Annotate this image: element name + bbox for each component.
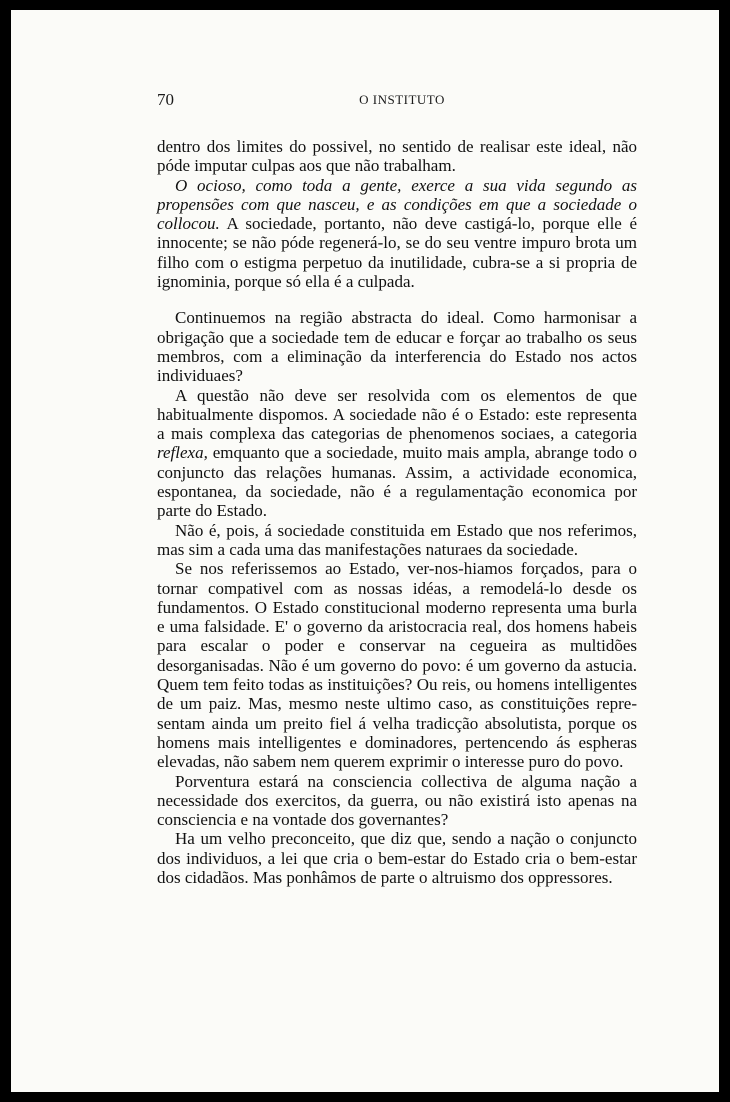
italic-passage: O ocioso, como toda a gente, exerce a sua vida segundo as propensões com que nasceu, e as condições em que a sociedade o collocou.: [157, 175, 637, 234]
paragraph: [157, 559, 637, 771]
paragraph-text: Porventura estará na consciencia collectiva de alguma nação a necessidade dos exercitos, da guerra, ou não existirá isto apenas na consciencia e na vontade dos governantes?: [157, 771, 637, 830]
page-number: 70: [157, 90, 174, 109]
book-page: [11, 10, 719, 1092]
paragraph-text: Não é, pois, á sociedade constituida em Estado que nos referimos, mas sim a cada uma das manifestações naturaes da sociedade.: [157, 520, 637, 559]
paragraph-text: A questão não deve ser resolvida com os elementos de que habitualmente dispomos. A sociedade não é o Estado: este representa a mais complexa das categorias de phenomenos sociaes, a categoria: [157, 385, 637, 444]
paragraph-text: Continuemos na região abstracta do ideal. Como harmonisar a obrigação que a sociedade tem de educar e forçar ao trabalho os seus membros, com a eliminação da interferencia do Estado nos actos individuaes?: [157, 308, 637, 386]
paragraph: [157, 386, 637, 521]
paragraph: [157, 521, 637, 560]
paragraph-text: dentro dos limites do possivel, no sentido de realisar este ideal, não póde imputar culpas aos que não trabalham.: [157, 137, 637, 176]
paragraph: [157, 176, 637, 292]
paragraph: [157, 308, 637, 385]
italic-word: reflexa,: [157, 443, 208, 463]
paragraph: [157, 829, 637, 887]
paragraph-text: Se nos referissemos ao Estado, ver-nos-hiamos forçados, para o tornar compativel com as nossas idéas, a remodelá-lo desde os fundamentos. O Estado constitucional moderno representa uma burla e uma falsidade. E' o governo da aristocracia real, dos homens habeis para escalar o poder e conservar na cegueira as multidões desorganisadas. Não é um governo do povo: é um governo da astucia. Quem tem feito todas as instituições? Ou reis, ou homens intelligentes de um paiz. Mas, mesmo neste ultimo caso, as constituições representam ainda um preito fiel á velha tradicção absolutista, porque os homens mais intelligentes e dominadores, pertencendo ás espheras elevadas, não sabem nem querem exprimir o interesse puro do povo.: [157, 559, 637, 772]
running-head: O INSTITUTO: [359, 92, 445, 107]
body-text: [157, 137, 637, 887]
paragraph: [157, 772, 637, 830]
paragraph: [157, 137, 637, 176]
page-header: [157, 90, 637, 114]
paragraph-text: Ha um velho preconceito, que diz que, sendo a nação o conjuncto dos individuos, a lei que cria o bem-estar do Estado cria o bem-estar dos cidadãos. Mas ponhâmos de parte o altruismo dos oppressores.: [157, 829, 637, 887]
paragraph-text: emquanto que a sociedade, muito mais ampla, abrange todo o conjuncto das relações humanas. Assim, a actividade economica, espontanea, da sociedade, não é a regulamentação economica por parte do Estado.: [157, 443, 637, 521]
paragraph-text: A sociedade, portanto, não deve castigá-lo, porque elle é innocente; se não póde regenerá-lo, se do seu ventre impuro brota um filho com o estigma perpetuo da inutilidade, cubra-se a si propria de ignominia, porque só ella é a culpada.: [157, 214, 637, 292]
